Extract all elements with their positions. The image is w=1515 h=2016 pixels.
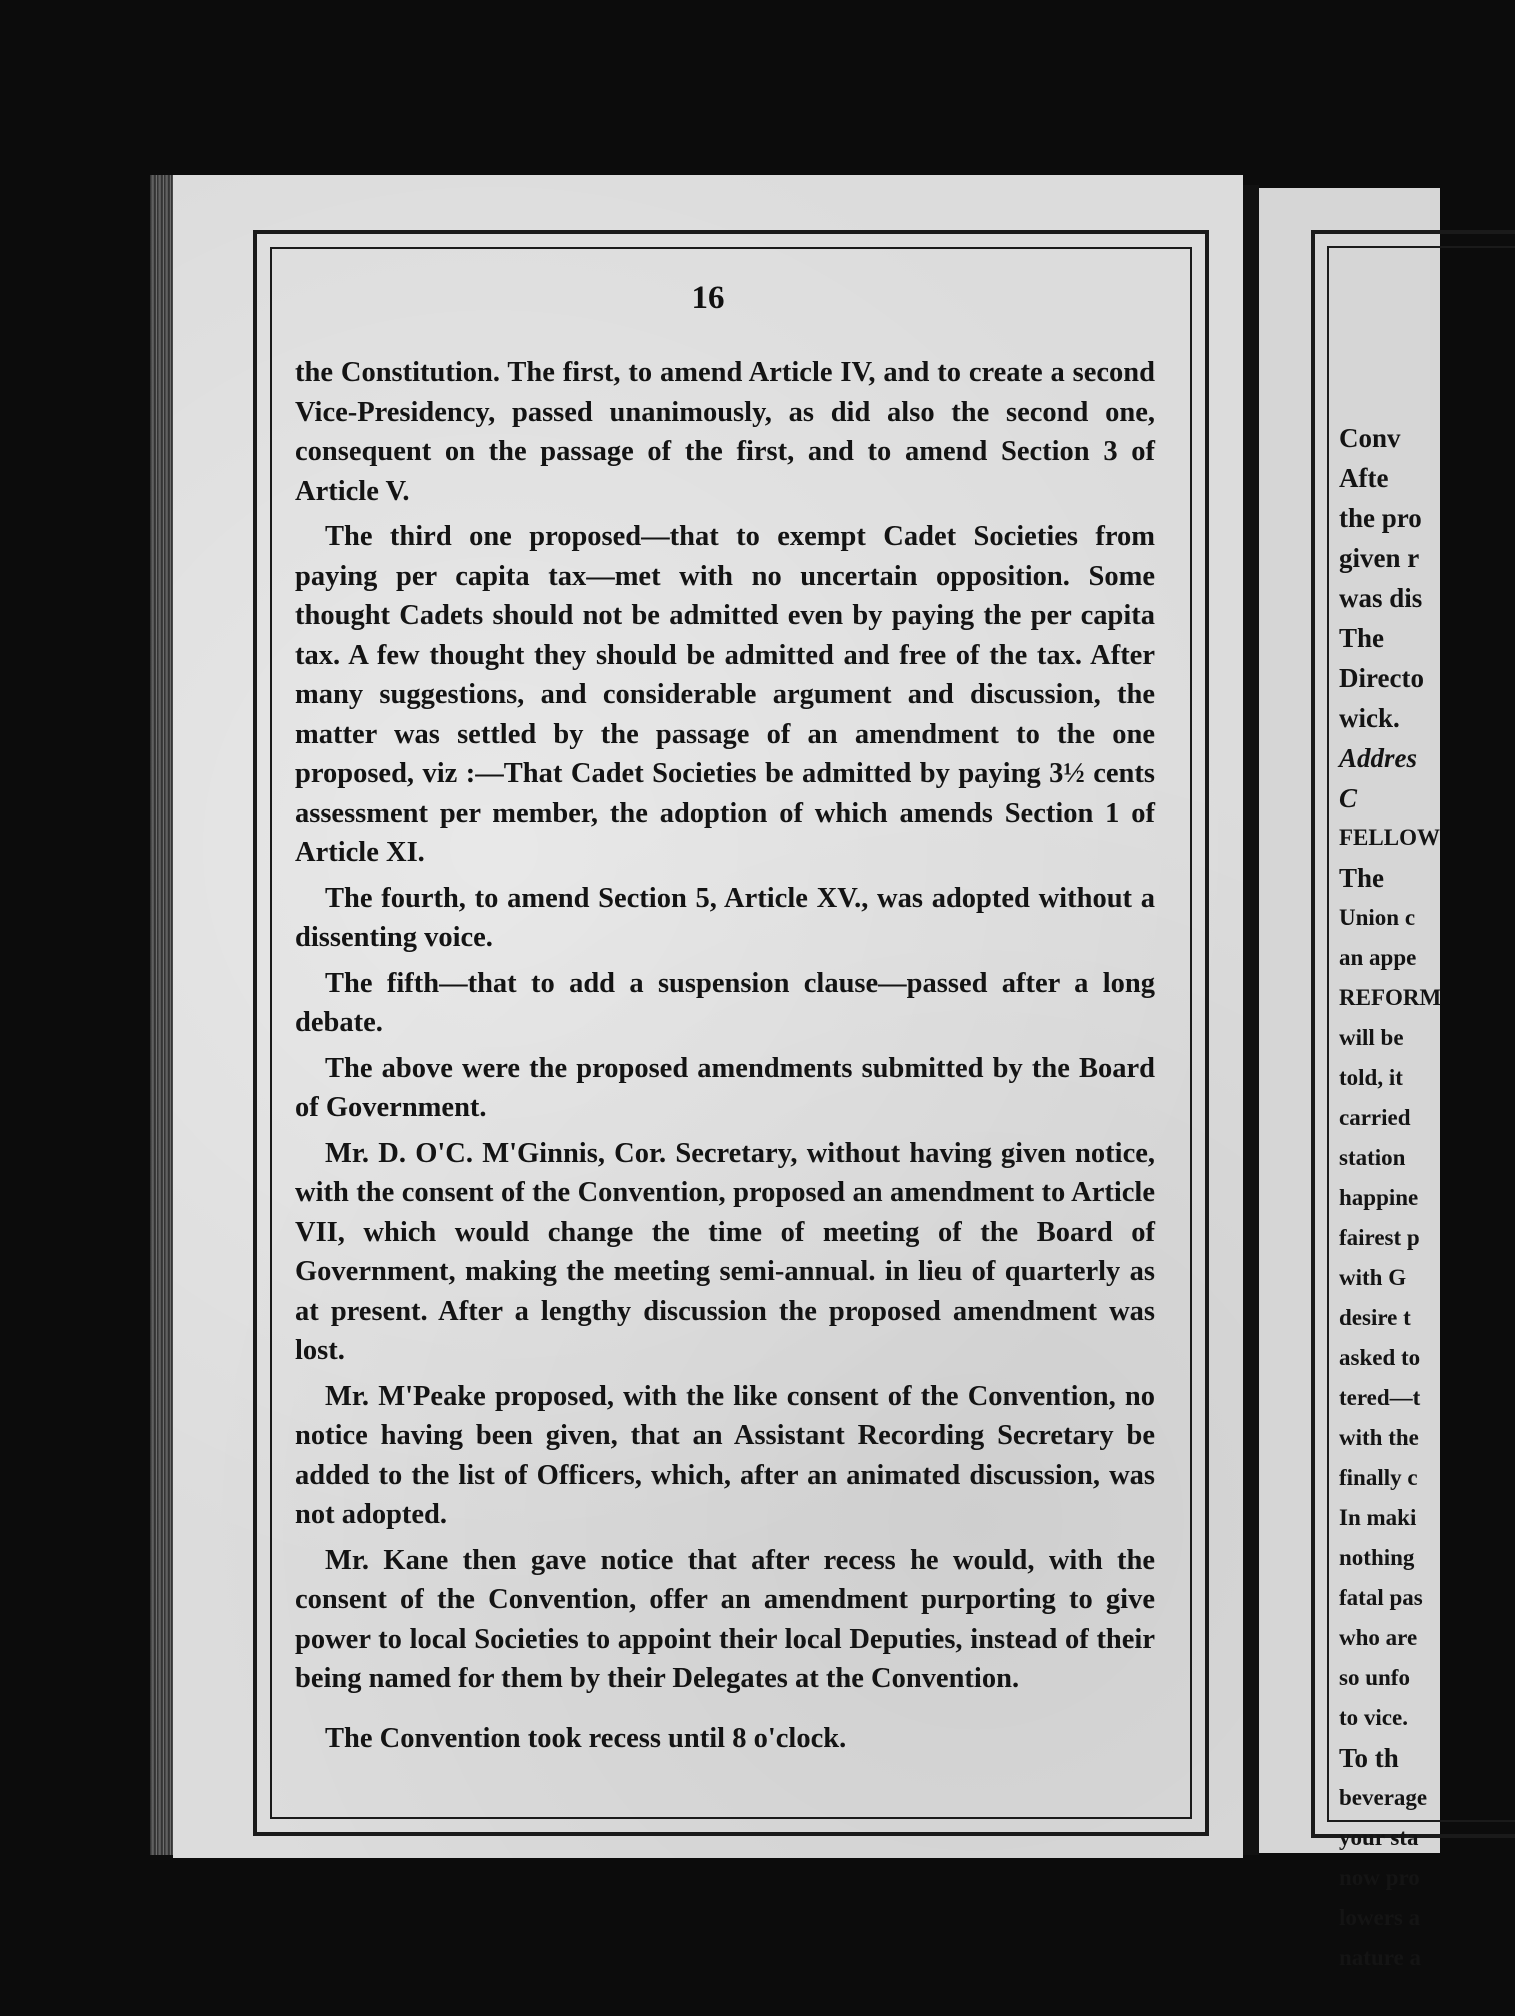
paragraph-fifth-amendment: The fifth—that to add a suspension clause—passed after a long debate.: [295, 967, 1155, 1038]
right-page-line: nothing: [1339, 1545, 1415, 1570]
right-page-line: the pro: [1339, 503, 1422, 533]
right-page-line: C: [1339, 783, 1358, 813]
right-page-line: your sta: [1339, 1825, 1419, 1850]
right-page-line: so unfo: [1339, 1665, 1410, 1690]
page-gutter: [1243, 185, 1259, 1855]
right-page-line: who are: [1339, 1625, 1418, 1650]
paragraph-constitution: the Constitution. The first, to amend Article IV, and to create a second Vice-Presidency, passed unanimously, as did also the second one, consequent on the passage of the first, and to amend Section 3 of Article V.: [295, 357, 1155, 507]
right-page-line: with G: [1339, 1265, 1407, 1290]
right-page-line: was dis: [1339, 583, 1423, 613]
right-page-line: carried: [1339, 1105, 1411, 1130]
right-page-line: will be: [1339, 1025, 1404, 1050]
right-page-text: [1339, 418, 1479, 1978]
right-page-line: happine: [1339, 1185, 1419, 1210]
book-binding-edge: [150, 175, 175, 1855]
right-page-line: REFORM: [1339, 985, 1442, 1010]
right-page-line: Afte: [1339, 463, 1389, 493]
right-page-line: The: [1339, 623, 1385, 653]
right-page-partial: [1259, 188, 1442, 1970]
right-page-line: tered—t: [1339, 1385, 1421, 1410]
paragraph-fourth-amendment: The fourth, to amend Section 5, Article XV., was adopted without a dissenting voice.: [295, 882, 1155, 953]
left-page: [173, 175, 1243, 1858]
paragraph-board-summary: The above were the proposed amendments submitted by the Board of Government.: [295, 1052, 1155, 1123]
right-page-line: wick.: [1339, 703, 1400, 733]
right-page-line: an appe: [1339, 945, 1417, 970]
right-page-line: fairest p: [1339, 1225, 1420, 1250]
right-page-line: to vice.: [1339, 1705, 1408, 1730]
right-page-line: given r: [1339, 543, 1420, 573]
right-page-line: The: [1339, 863, 1385, 893]
right-page-line: In maki: [1339, 1505, 1417, 1530]
paragraph-mginnis: Mr. D. O'C. M'Ginnis, Cor. Secretary, without having given notice, with the consent of the Convention, proposed an amendment to Article VII, which would change the time of meeting of the Board of Government, making the meeting semi-annual. in lieu of quarterly as at present. After a lengthy discussion the proposed amendment was lost.: [295, 1137, 1155, 1366]
right-page-line: lowers a: [1339, 1905, 1421, 1930]
right-page-line: now pro: [1339, 1865, 1420, 1890]
page-number: 16: [691, 280, 725, 316]
right-page-line: Addres: [1339, 743, 1418, 773]
right-page-line: Conv: [1339, 423, 1401, 453]
right-page-line: Union c: [1339, 905, 1416, 930]
right-page-line: nature a: [1339, 1945, 1421, 1970]
right-page-line: desire t: [1339, 1305, 1411, 1330]
right-page-line: To th: [1339, 1743, 1399, 1773]
paragraph-mpeake: Mr. M'Peake proposed, with the like consent of the Convention, no notice having been given, that an Assistant Recording Secretary be added to the list of Officers, which, after an animated discussion, was not adopted.: [295, 1380, 1155, 1530]
right-page-line: beverage: [1339, 1785, 1428, 1810]
paragraph-kane: Mr. Kane then gave notice that after recess he would, with the consent of the Convention, offer an amendment purporting to give power to local Societies to appoint their local Deputies, instead of their being named for them by their Delegates at the Convention.: [295, 1544, 1155, 1694]
right-page-line: station: [1339, 1145, 1406, 1170]
right-page-line: Directo: [1339, 663, 1424, 693]
right-page-line: with the: [1339, 1425, 1419, 1450]
right-page-line: FELLOW: [1339, 825, 1440, 850]
right-page-line: told, it: [1339, 1065, 1403, 1090]
right-page-line: asked to: [1339, 1345, 1421, 1370]
page-body-text: [295, 353, 1155, 1764]
right-page-line: finally c: [1339, 1465, 1418, 1490]
right-page-line: fatal pas: [1339, 1585, 1423, 1610]
paragraph-third-amendment: The third one proposed—that to exempt Cadet Societies from paying per capita tax—met with no uncertain opposition. Some thought Cadets should not be admitted even by paying the per capita tax. A few thought they should be admitted and free of the tax. After many suggestions, and considerable argument and discussion, the matter was settled by the passage of an amendment to the one proposed, viz :—That Cadet Societies be admitted by paying 3½ cents assessment per member, the adoption of which amends Section 1 of Article XI.: [295, 521, 1155, 868]
closing-line: The Convention took recess until 8 o'clock.: [325, 1722, 847, 1754]
